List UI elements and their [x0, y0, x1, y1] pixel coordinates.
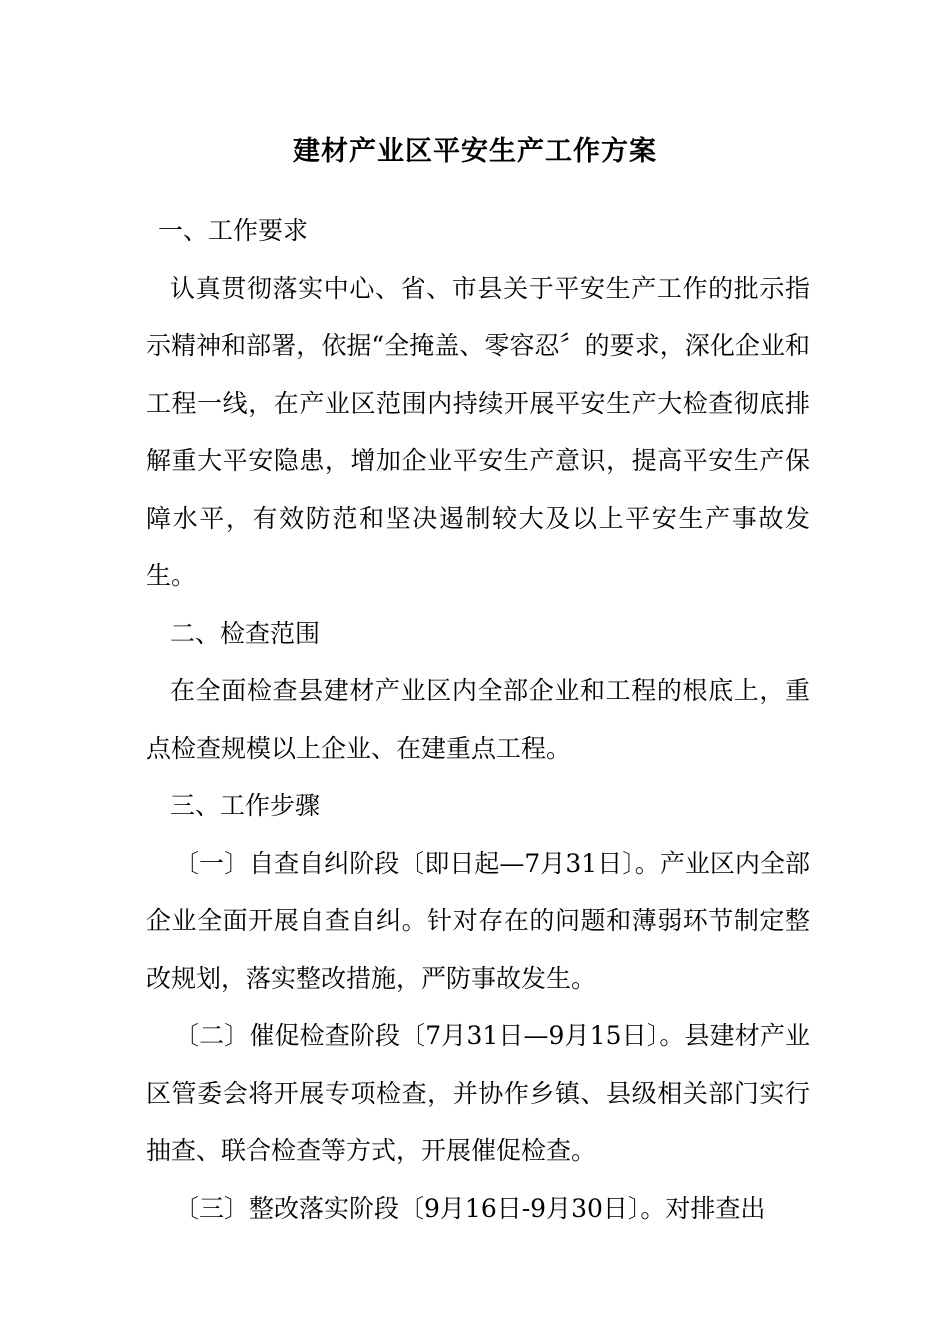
paragraph-step-2: 〔二〕催促检查阶段〔7月31日—9月15日〕。县建材产业区管委会将开展专项检查，并协作乡镇、县级相关部门实行抽查、联合检查等方式，开展催促检查。 [146, 1021, 810, 1165]
section-heading-steps: 三、工作步骤 [170, 791, 321, 820]
section-heading-requirements: 一、工作要求 [158, 216, 309, 245]
paragraph-scope: 在全面检查县建材产业区内全部企业和工程的根底上，重点检查规模以上企业、在建重点工程。 [146, 676, 810, 763]
document-body [146, 202, 810, 1237]
section-heading-scope: 二、检查范围 [170, 618, 321, 648]
paragraph-step-3: 〔三〕整改落实阶段〔9月16日-9月30日〕。对排查出 [174, 1193, 766, 1223]
paragraph-requirements: 认真贯彻落实中心、省、市县关于平安生产工作的批示指示精神和部署，依据“全掩盖、零容忍〞的要求，深化企业和工程一线，在产业区范围内持续开展平安生产大检查彻底排解重大平安隐患，增加企业平安生产意识，提高平安生产保障水平，有效防范和坚决遏制较大及以上平安生产事故发生。 [146, 273, 810, 590]
page-title: 建材产业区平安生产工作方案 [293, 136, 657, 167]
paragraph-step-1: 〔一〕自查自纠阶段〔即日起—7月31日〕。产业区内全部企业全面开展自查自纠。针对存在的问题和薄弱环节制定整改规划，落实整改措施，严防事故发生。 [146, 848, 810, 993]
